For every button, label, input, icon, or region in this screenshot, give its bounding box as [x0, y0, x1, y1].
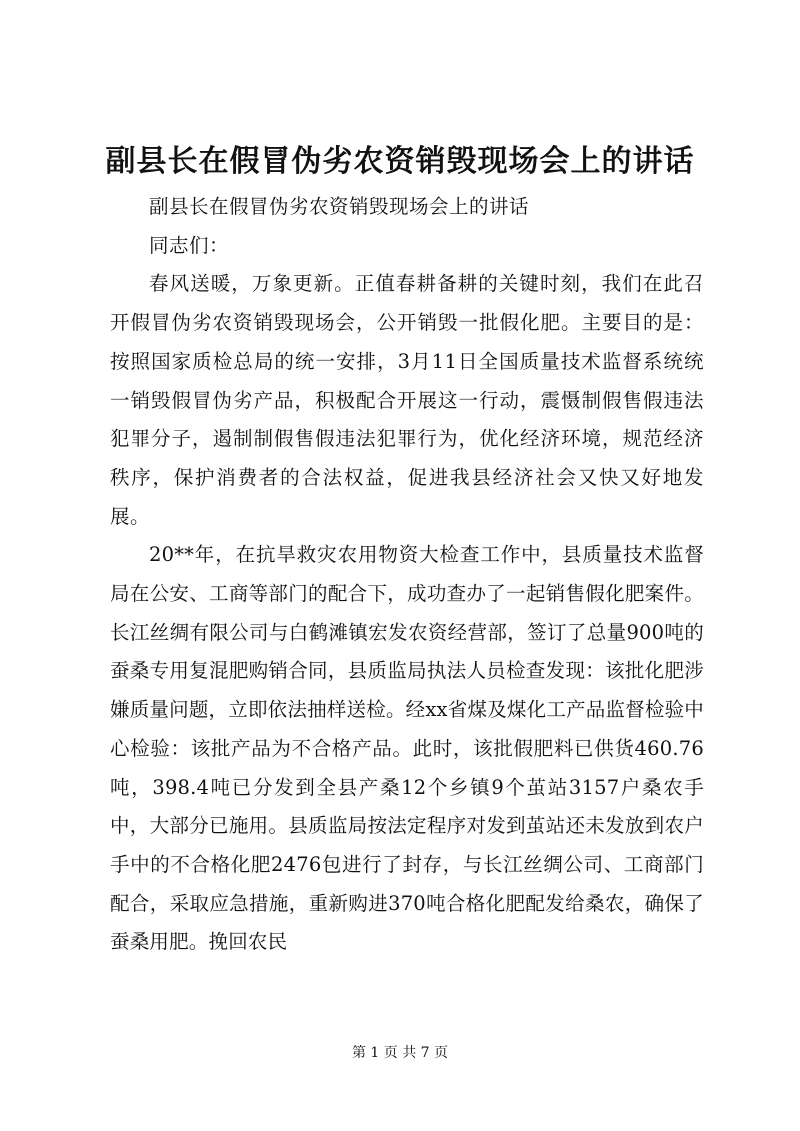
document-title: 副县长在假冒伪劣农资销毁现场会上的讲话 — [105, 144, 695, 179]
paragraph-subtitle: 副县长在假冒伪劣农资销毁现场会上的讲话 — [149, 195, 530, 218]
paragraph-case: 20**年，在抗旱救灾农用物资大检查工作中，县质量技术监督局在公安、工商等部门的配合下，成功查办了一起销售假化肥案件。长江丝绸有限公司与白鹤滩镇宏发农资经营部，签订了总量900吨的蚕桑专用复混肥购销合同，县质监局执法人员检查发现：该批化肥涉嫌质量问题，立即依法抽样送检。经xx省煤及煤化工产品监督检验中心检验：该批产品为不合格产品。此时，该批假肥料已供货460.76吨，398.4吨已分发到全县产桑12个乡镇9个茧站3157户桑农手中，大部分已施用。县质监局按法定程序对发到茧站还未发放到农户手中的不合格化肥2476包进行了封存，与长江丝绸公司、工商部门配合，采取应急措施，重新购进370吨合格化肥配发给桑农，确保了蚕桑用肥。挽回农民 — [110, 543, 704, 954]
document-body — [110, 188, 704, 962]
page-number: 第 1 页 共 7 页 — [351, 1045, 449, 1061]
paragraph-purpose: 春风送暖，万象更新。正值春耕备耕的关键时刻，我们在此召开假冒伪劣农资销毁现场会，公开销毁一批假化肥。主要目的是：按照国家质检总局的统一安排，3月11日全国质量技术监督系统统一销毁假冒伪劣产品，积极配合开展这一行动，震慑制假售假违法犯罪分子，遏制制假售假违法犯罪行为，优化经济环境，规范经济秩序，保护消费者的合法权益，促进我县经济社会又快又好地发展。 — [110, 272, 704, 528]
paragraph-salutation: 同志们： — [149, 233, 230, 257]
